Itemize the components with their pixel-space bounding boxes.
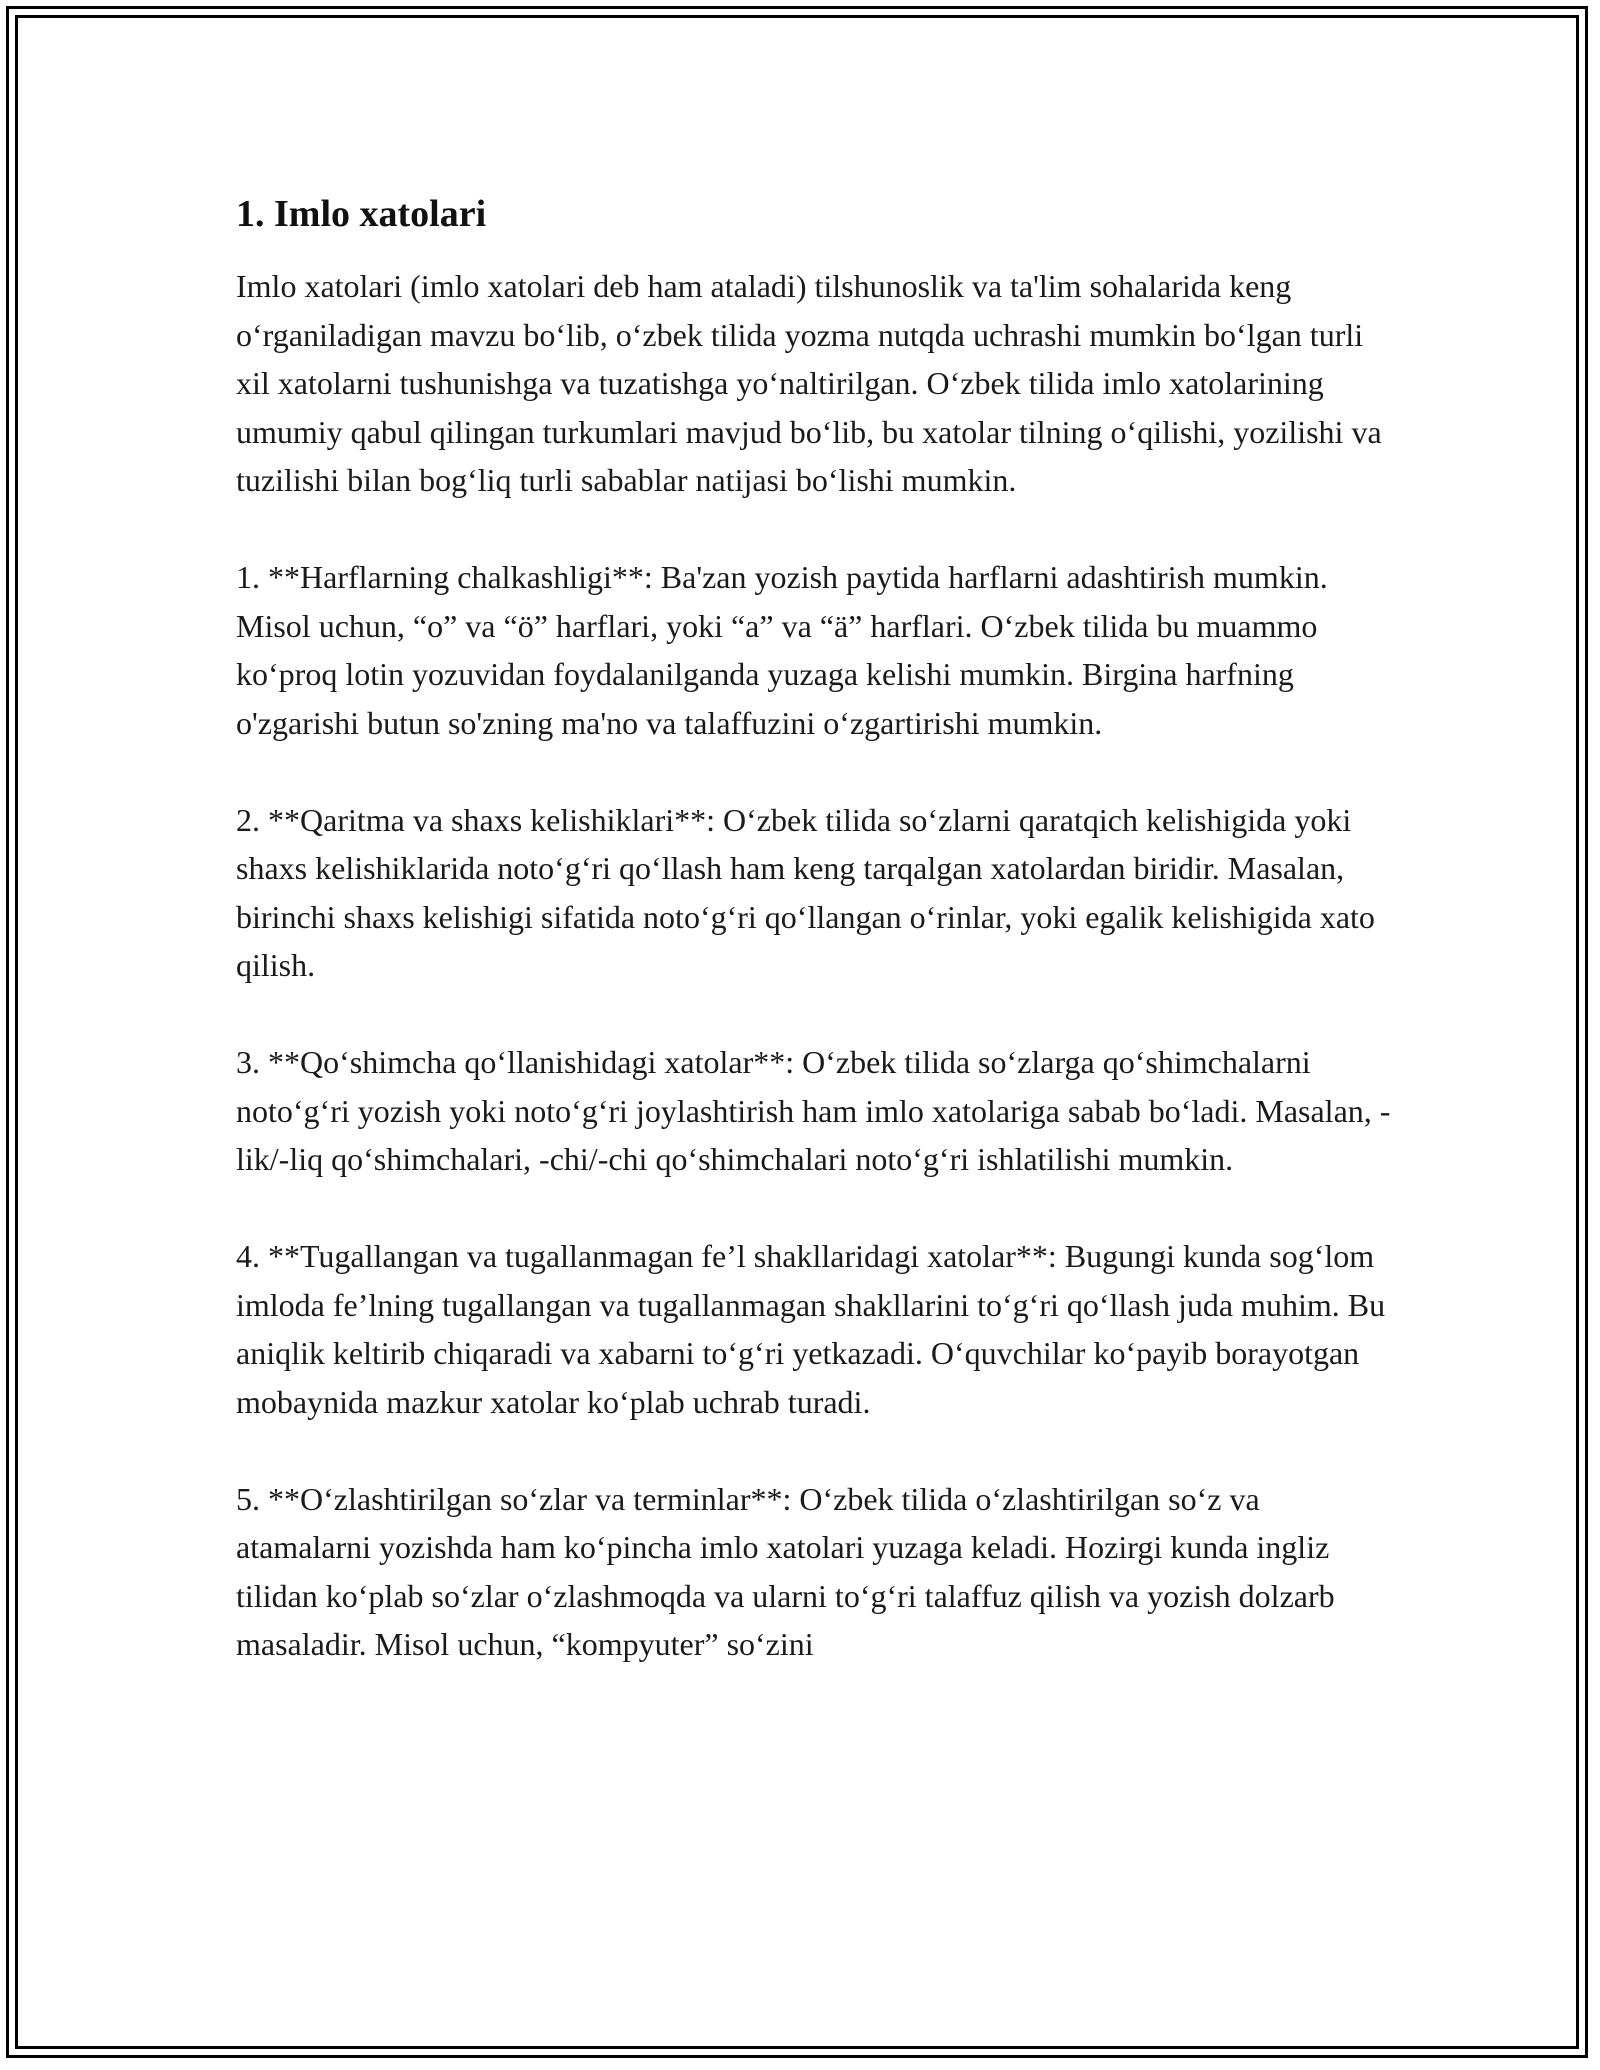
section-heading: 1. Imlo xatolari [236,193,487,235]
intro-paragraph: Imlo xatolari (imlo xatolari deb ham ataladi) tilshunoslik va ta'lim sohalarida keng oʻrganiladigan mavzu boʻlib, oʻzbek tilida yozma nutqda uchrashi mumkin boʻlgan turli xil xatolarni tushunishga va tuzatishga yoʻnaltirilgan. Oʻzbek tilida imlo xatolarining umumiy qabul qilingan turkumlari mavjud boʻlib, bu xatolar tilning oʻqilishi, yozilishi va tuzilishi bilan bogʻliq turli sabablar natijasi boʻlishi mumkin. [236,268,1382,498]
list-item-paragraph: 4. **Tugallangan va tugallanmagan fe’l shakllaridagi xatolar**: Bugungi kunda sogʻlom imloda fe’lning tugallangan va tugallanmagan shakllarini toʻgʻri qoʻllash juda muhim. Bu aniqlik keltirib chiqaradi va xabarni toʻgʻri yetkazadi. Oʻquvchilar koʻpayib borayotgan mobaynida mazkur xatolar koʻplab uchrab turadi. [236,1238,1386,1420]
list-item-paragraph: 3. **Qoʻshimcha qoʻllanishidagi xatolar**: Oʻzbek tilida soʻzlarga qoʻshimchalarni notoʻgʻri yozish yoki notoʻgʻri joylashtirish ham imlo xatolariga sabab boʻladi. Masalan, -lik/-liq qoʻshimchalari, -chi/-chi qoʻshimchalari notoʻgʻri ishlatilishi mumkin. [236,1044,1391,1177]
list-item-paragraph: 1. **Harflarning chalkashligi**: Ba'zan yozish paytida harflarni adashtirish mumkin. Misol uchun, “o” va “ö” harflari, yoki “a” va “ä” harflari. Oʻzbek tilida bu muammo koʻproq lotin yozuvidan foydalanilganda yuzaga kelishi mumkin. Birgina harfning o'zgarishi butun so'zning ma'no va talaffuzini oʻzgartirishi mumkin. [236,559,1328,741]
list-item-paragraph: 5. **Oʻzlashtirilgan soʻzlar va terminlar**: Oʻzbek tilida oʻzlashtirilgan soʻz va atamalarni yozishda ham koʻpincha imlo xatolari yuzaga keladi. Hozirgi kunda ingliz tilidan koʻplab soʻzlar oʻzlashmoqda va ularni toʻgʻri talaffuz qilish va yozish dolzarb masaladir. Misol uchun, “kompyuter” soʻzini [236,1480,1335,1662]
list-item-paragraph: 2. **Qaritma va shaxs kelishiklari**: Oʻzbek tilida soʻzlarni qaratqich kelishigida yoki shaxs kelishiklarida notoʻgʻri qoʻllash ham keng tarqalgan xatolardan biridir. Masalan, birinchi shaxs kelishigi sifatida notoʻgʻri qoʻllangan oʻrinlar, yoki egalik kelishigida xato qilish. [236,801,1375,983]
document-body [236,188,1396,1669]
